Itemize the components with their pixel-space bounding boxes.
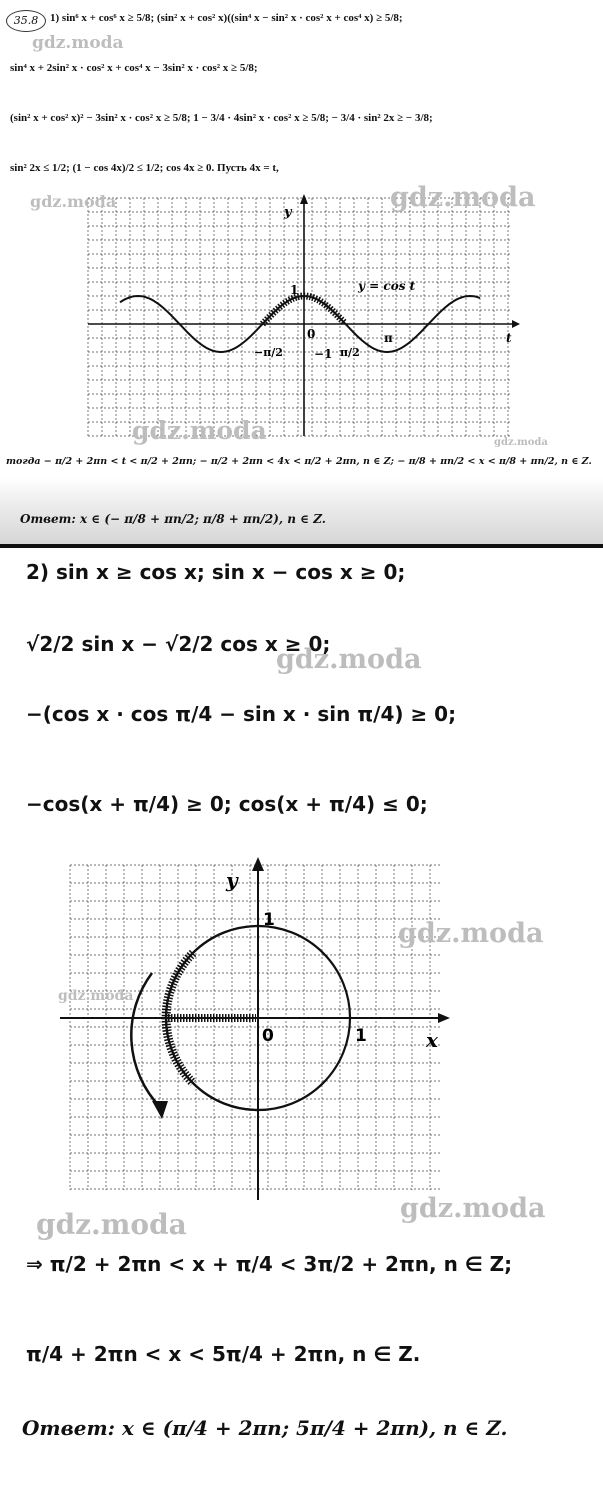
p1-line5: тогда − π/2 + 2πn < t < π/2 + 2πn; − π/2 + 2πn < 4x < π/2 + 2πn, n ∈ Z; − π/8 + πn/2 < x < π/8 + πn/2, n ∈ Z. xyxy=(6,456,592,467)
p1-line1-text: sin⁶ x + cos⁶ x ≥ 5/8; (sin² x + cos² x)((sin⁴ x − sin² x · cos² x + cos⁴ x) ≥ 5/8; xyxy=(61,12,403,24)
watermark: gdz.moda xyxy=(398,918,544,949)
scan-shadow-band xyxy=(0,478,603,544)
page-bottom xyxy=(0,1462,603,1497)
t-axis-arrow xyxy=(512,320,520,328)
p2-line5: ⇒ π/2 + 2πn < x + π/4 < 3π/2 + 2πn, n ∈ Z; xyxy=(26,1252,513,1276)
unit-circle-graph xyxy=(60,855,450,1200)
p2-line4: −cos(x + π/4) ≥ 0; cos(x + π/4) ≤ 0; xyxy=(26,792,428,816)
p1-line1-prefix: 1) xyxy=(50,12,60,24)
problem-number-circle: 35.8 xyxy=(6,10,46,32)
origin-label: 0 xyxy=(307,327,316,341)
y-axis-arrow xyxy=(300,194,308,204)
watermark: gdz.moda xyxy=(276,644,422,675)
one-y-label: 1 xyxy=(263,910,275,930)
p1-line2: sin⁴ x + 2sin² x · cos² x + cos⁴ x − 3sin² x · cos² x ≥ 5/8; xyxy=(10,62,258,74)
y-label: y xyxy=(284,205,292,220)
p1-line1 xyxy=(50,12,403,24)
one-x-label: 1 xyxy=(355,1026,367,1046)
p2-line1: 2) sin x ≥ cos x; sin x − cos x ≥ 0; xyxy=(26,560,406,584)
watermark: gdz.moda xyxy=(400,1193,546,1224)
watermark: gdz.moda xyxy=(30,192,117,211)
pi-label: π xyxy=(384,331,393,345)
direction-arrowhead xyxy=(152,1101,168,1119)
direction-arrow xyxy=(131,973,160,1107)
section-divider xyxy=(0,544,603,548)
p1-line4: sin² 2x ≤ 1/2; (1 − cos 4x)/2 ≤ 1/2; cos 4x ≥ 0. Пусть 4x = t, xyxy=(10,162,279,174)
p2-answer: Ответ: x ∈ (π/4 + 2πn; 5π/4 + 2πn), n ∈ Z. xyxy=(22,1416,508,1440)
p2-line6: π/4 + 2πn < x < 5π/4 + 2πn, n ∈ Z. xyxy=(26,1342,421,1366)
t-label: t xyxy=(506,331,512,345)
cos-graph xyxy=(80,192,520,440)
x-label: x xyxy=(426,1028,438,1052)
p2-line3: −(cos x · cos π/4 − sin x · sin π/4) ≥ 0; xyxy=(26,702,457,726)
origin-label: 0 xyxy=(262,1026,274,1046)
cos-grid xyxy=(88,198,512,436)
minus-one-label: −1 xyxy=(314,347,333,361)
watermark: gdz.moda xyxy=(58,988,134,1004)
y-axis-arrow xyxy=(252,857,264,871)
x-axis-arrow xyxy=(438,1013,450,1023)
watermark: gdz.moda xyxy=(390,182,536,213)
pos-half-pi-label: π/2 xyxy=(340,346,360,359)
one-label: 1 xyxy=(290,283,299,297)
curve-label: y = cos t xyxy=(358,279,416,293)
watermark: gdz.moda xyxy=(494,437,548,448)
p2-line2: √2/2 sin x − √2/2 cos x ≥ 0; xyxy=(26,632,331,656)
p1-line3: (sin² x + cos² x)² − 3sin² x · cos² x ≥ 5/8; 1 − 3/4 · 4sin² x · cos² x ≥ 5/8; − 3/4 · sin² 2x ≥ − 3/8; xyxy=(10,112,433,124)
watermark: gdz.moda xyxy=(32,33,124,53)
neg-half-pi-label: −π/2 xyxy=(254,346,283,359)
watermark: gdz.moda xyxy=(36,1208,187,1241)
watermark: gdz.moda xyxy=(132,416,267,445)
circle-grid xyxy=(70,865,440,1190)
p1-answer: Ответ: x ∈ (− π/8 + πn/2; π/8 + πn/2), n ∈ Z. xyxy=(20,512,326,526)
y-label: y xyxy=(226,868,238,892)
